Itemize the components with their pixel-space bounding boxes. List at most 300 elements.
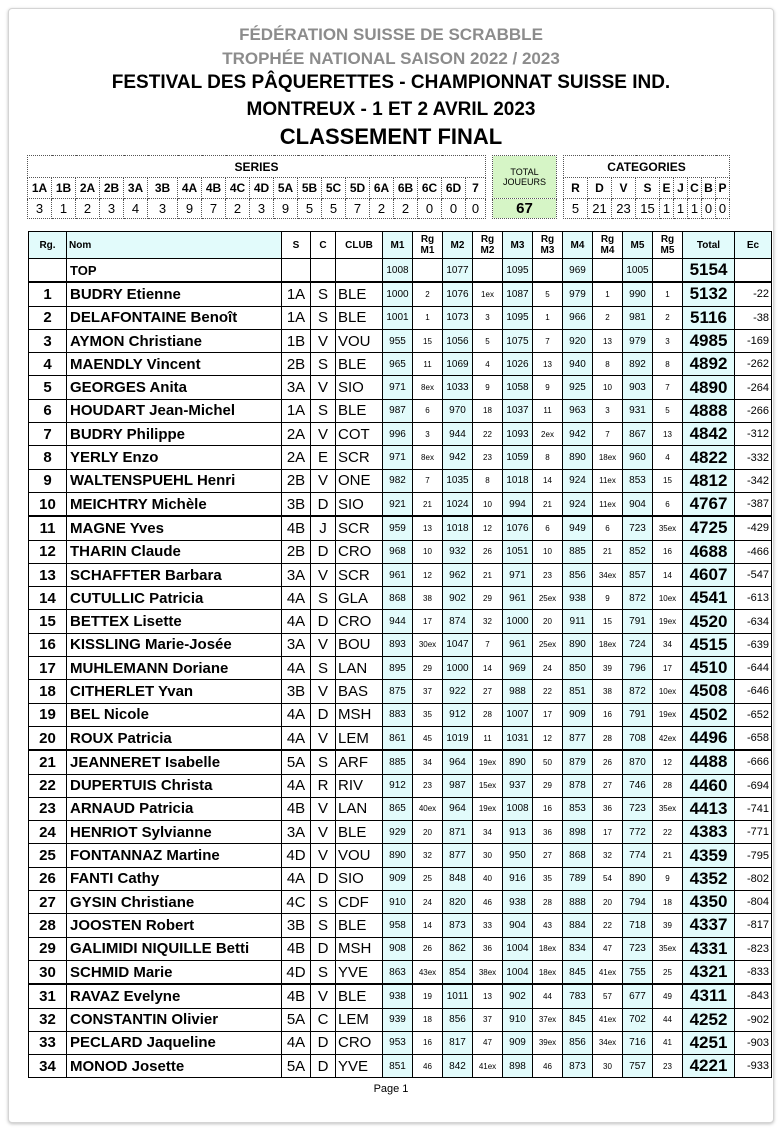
m4-rank: 2 xyxy=(593,306,623,329)
m5-score: 718 xyxy=(623,914,653,937)
m4-rank: 54 xyxy=(593,867,623,890)
m4-rank: 36 xyxy=(593,797,623,820)
table-row xyxy=(29,563,772,586)
player-name: CONSTANTIN Olivier xyxy=(67,1008,282,1031)
m1-rank: 14 xyxy=(413,914,443,937)
gap-to-top: -694 xyxy=(735,774,772,797)
table-row xyxy=(29,844,772,867)
category: V xyxy=(311,844,336,867)
m5-score: 716 xyxy=(623,1031,653,1054)
total-score: 4460 xyxy=(683,774,735,797)
category: D xyxy=(311,703,336,726)
m5-score: 852 xyxy=(623,540,653,563)
total-score: 4352 xyxy=(683,867,735,890)
m1-score: 890 xyxy=(383,844,413,867)
m3-rank: 22 xyxy=(533,680,563,703)
m4-rank: 7 xyxy=(593,423,623,446)
rank: 19 xyxy=(29,703,67,726)
category: J xyxy=(311,516,336,540)
m3-rank: 8 xyxy=(533,446,563,469)
m5-score: 772 xyxy=(623,821,653,844)
gap-to-top: -741 xyxy=(735,797,772,820)
col-category: C xyxy=(311,232,336,259)
m3-score: 1051 xyxy=(503,540,533,563)
m3-rank: 28 xyxy=(533,891,563,914)
total-score: 4252 xyxy=(683,1008,735,1031)
rank: 33 xyxy=(29,1031,67,1054)
club: GLA xyxy=(336,587,383,610)
category: S xyxy=(311,399,336,422)
m2-score: 848 xyxy=(443,867,473,890)
m1-rank: 17 xyxy=(413,610,443,633)
rank: 24 xyxy=(29,821,67,844)
table-row xyxy=(29,1008,772,1031)
series-label: 6D xyxy=(442,178,466,199)
m3-score: 1018 xyxy=(503,469,533,492)
category: V xyxy=(311,680,336,703)
series-count: 7 xyxy=(346,199,370,219)
m3-score: 969 xyxy=(503,657,533,680)
m4-rank: 6 xyxy=(593,516,623,540)
m1-rank: 26 xyxy=(413,937,443,960)
m3-score: 910 xyxy=(503,1008,533,1031)
m3-rank: 23 xyxy=(533,563,563,586)
m5-score: 677 xyxy=(623,984,653,1008)
series: 4A xyxy=(282,726,311,750)
m5-score: 791 xyxy=(623,703,653,726)
m5-score: 990 xyxy=(623,282,653,306)
series: 5A xyxy=(282,1055,311,1078)
m5-rank: 28 xyxy=(653,774,683,797)
table-row xyxy=(29,446,772,469)
m1-score: 939 xyxy=(383,1008,413,1031)
table-row xyxy=(29,750,772,774)
m1-score: 895 xyxy=(383,657,413,680)
col-rank: Rg. xyxy=(29,232,67,259)
location-date: MONTREUX - 1 ET 2 AVRIL 2023 xyxy=(246,99,536,120)
rank: 13 xyxy=(29,563,67,586)
m3-rank: 11 xyxy=(533,399,563,422)
series: 4A xyxy=(282,867,311,890)
gap-to-top: -823 xyxy=(735,937,772,960)
total-score: 4496 xyxy=(683,726,735,750)
m1-score: 865 xyxy=(383,797,413,820)
col-name: Nom xyxy=(67,232,282,259)
player-name: BUDRY Etienne xyxy=(67,282,282,306)
series: 3A xyxy=(282,821,311,844)
m4-rank: 8 xyxy=(593,353,623,376)
club: BAS xyxy=(336,680,383,703)
series: 3B xyxy=(282,680,311,703)
m3-score: 909 xyxy=(503,1031,533,1054)
m5-rank: 41 xyxy=(653,1031,683,1054)
m4-rank: 20 xyxy=(593,891,623,914)
rank: 8 xyxy=(29,446,67,469)
m2-score: 877 xyxy=(443,844,473,867)
m4-score: 888 xyxy=(563,891,593,914)
m2-score: 842 xyxy=(443,1055,473,1078)
rank: 21 xyxy=(29,750,67,774)
m2-rank: 38ex xyxy=(473,960,503,984)
player-name: CITHERLET Yvan xyxy=(67,680,282,703)
total-score: 4725 xyxy=(683,516,735,540)
m4-rank: 32 xyxy=(593,844,623,867)
m5-score: 979 xyxy=(623,329,653,352)
series: 4A xyxy=(282,774,311,797)
m2-rank: 12 xyxy=(473,516,503,540)
m4-rank: 9 xyxy=(593,587,623,610)
m1-score: 883 xyxy=(383,703,413,726)
m5-rank: 10ex xyxy=(653,587,683,610)
category-count: 0 xyxy=(716,199,730,219)
player-name: GEORGES Anita xyxy=(67,376,282,399)
player-name: RAVAZ Evelyne xyxy=(67,984,282,1008)
m1-score: 912 xyxy=(383,774,413,797)
m2-score: 873 xyxy=(443,914,473,937)
m4-score: 879 xyxy=(563,750,593,774)
gap-to-top: -644 xyxy=(735,657,772,680)
m1-score: 863 xyxy=(383,960,413,984)
m2-score: 1000 xyxy=(443,657,473,680)
club: LAN xyxy=(336,797,383,820)
club: BLE xyxy=(336,282,383,306)
m2-rank: 46 xyxy=(473,891,503,914)
category: S xyxy=(311,306,336,329)
m3-score: 1076 xyxy=(503,516,533,540)
m2-score: 962 xyxy=(443,563,473,586)
table-row xyxy=(29,610,772,633)
m5-score: 981 xyxy=(623,306,653,329)
series-count: 0 xyxy=(418,199,442,219)
m2-score: 964 xyxy=(443,797,473,820)
m5-score: 708 xyxy=(623,726,653,750)
m3-rank: 50 xyxy=(533,750,563,774)
category: V xyxy=(311,797,336,820)
rank: 17 xyxy=(29,657,67,680)
m1-score: 893 xyxy=(383,633,413,656)
total-score: 4767 xyxy=(683,492,735,516)
m3-rank: 37ex xyxy=(533,1008,563,1031)
m5-rank: 13 xyxy=(653,423,683,446)
total-score: 4888 xyxy=(683,399,735,422)
player-name: JEANNERET Isabelle xyxy=(67,750,282,774)
m4-rank: 18ex xyxy=(593,633,623,656)
gap-to-top: -666 xyxy=(735,750,772,774)
m4-score: 851 xyxy=(563,680,593,703)
m2-rank: 37 xyxy=(473,1008,503,1031)
m5-rank: 2 xyxy=(653,306,683,329)
rank: 29 xyxy=(29,937,67,960)
gap-to-top: -22 xyxy=(735,282,772,306)
m4-rank: 15 xyxy=(593,610,623,633)
m4-rank: 17 xyxy=(593,821,623,844)
series: 4A xyxy=(282,657,311,680)
player-name: HENRIOT Sylvianne xyxy=(67,821,282,844)
category-label: V xyxy=(612,178,636,199)
club: BLE xyxy=(336,306,383,329)
m1-score: 1001 xyxy=(383,306,413,329)
series-count: 7 xyxy=(202,199,226,219)
m4-score: 885 xyxy=(563,540,593,563)
m2-rank: 41ex xyxy=(473,1055,503,1078)
table-row xyxy=(29,282,772,306)
m4-rank: 57 xyxy=(593,984,623,1008)
m1-rank: 11 xyxy=(413,353,443,376)
table-row xyxy=(29,937,772,960)
table-row xyxy=(29,423,772,446)
col-rg-m1: Rg M1 xyxy=(413,232,443,259)
total-score: 4520 xyxy=(683,610,735,633)
m4-score: 873 xyxy=(563,1055,593,1078)
m1-score: 982 xyxy=(383,469,413,492)
category: D xyxy=(311,540,336,563)
club: LEM xyxy=(336,726,383,750)
m3-score: 1004 xyxy=(503,937,533,960)
category: C xyxy=(311,1008,336,1031)
m4-score: 856 xyxy=(563,563,593,586)
m3-score: 1008 xyxy=(503,797,533,820)
m2-score: 1019 xyxy=(443,726,473,750)
m2-rank: 1ex xyxy=(473,282,503,306)
series-label: 5D xyxy=(346,178,370,199)
m2-score: 856 xyxy=(443,1008,473,1031)
m1-rank: 38 xyxy=(413,587,443,610)
club: SIO xyxy=(336,376,383,399)
m4-score: 877 xyxy=(563,726,593,750)
m5-rank: 14 xyxy=(653,563,683,586)
player-name: FANTI Cathy xyxy=(67,867,282,890)
m4-score: 925 xyxy=(563,376,593,399)
m3-score: 890 xyxy=(503,750,533,774)
total-score: 4892 xyxy=(683,353,735,376)
m2-score: 1047 xyxy=(443,633,473,656)
rank: 10 xyxy=(29,492,67,516)
m4-score: 856 xyxy=(563,1031,593,1054)
table-row xyxy=(29,540,772,563)
m5-rank: 42ex xyxy=(653,726,683,750)
rank: 5 xyxy=(29,376,67,399)
series: 3A xyxy=(282,633,311,656)
m1-rank: 6 xyxy=(413,399,443,422)
total-score: 4337 xyxy=(683,914,735,937)
category-count: 21 xyxy=(588,199,612,219)
player-name: ARNAUD Patricia xyxy=(67,797,282,820)
gap-to-top: -613 xyxy=(735,587,772,610)
m2-score: 1069 xyxy=(443,353,473,376)
m1-rank: 16 xyxy=(413,1031,443,1054)
top-m4: 969 xyxy=(563,259,593,283)
m1-score: 851 xyxy=(383,1055,413,1078)
m1-rank: 13 xyxy=(413,516,443,540)
m5-score: 960 xyxy=(623,446,653,469)
federation-title: FÉDÉRATION SUISSE DE SCRABBLE xyxy=(239,25,543,44)
club: BOU xyxy=(336,633,383,656)
category-label: J xyxy=(674,178,688,199)
series-label: 2A xyxy=(76,178,100,199)
m5-score: 872 xyxy=(623,587,653,610)
m3-rank: 2ex xyxy=(533,423,563,446)
table-row xyxy=(29,821,772,844)
series: 4D xyxy=(282,960,311,984)
m4-score: 890 xyxy=(563,633,593,656)
rank: 18 xyxy=(29,680,67,703)
club: SIO xyxy=(336,492,383,516)
gap-to-top: -804 xyxy=(735,891,772,914)
top-total: 5154 xyxy=(683,259,735,283)
player-name: THARIN Claude xyxy=(67,540,282,563)
m5-score: 794 xyxy=(623,891,653,914)
category-label: E xyxy=(660,178,674,199)
m2-rank: 9 xyxy=(473,376,503,399)
m4-score: 924 xyxy=(563,492,593,516)
m2-score: 1035 xyxy=(443,469,473,492)
table-row xyxy=(29,399,772,422)
m4-score: 845 xyxy=(563,960,593,984)
m2-rank: 10 xyxy=(473,492,503,516)
player-name: MAGNE Yves xyxy=(67,516,282,540)
m1-score: 955 xyxy=(383,329,413,352)
club: CDF xyxy=(336,891,383,914)
club: BLE xyxy=(336,399,383,422)
m3-rank: 5 xyxy=(533,282,563,306)
category: S xyxy=(311,914,336,937)
m4-score: 783 xyxy=(563,984,593,1008)
table-row xyxy=(29,1031,772,1054)
top-m1: 1008 xyxy=(383,259,413,283)
m5-rank: 12 xyxy=(653,750,683,774)
m1-rank: 15 xyxy=(413,329,443,352)
player-name: JOOSTEN Robert xyxy=(67,914,282,937)
category: D xyxy=(311,937,336,960)
m2-rank: 34 xyxy=(473,821,503,844)
m1-score: 968 xyxy=(383,540,413,563)
m2-rank: 33 xyxy=(473,914,503,937)
m3-score: 1031 xyxy=(503,726,533,750)
total-score: 4688 xyxy=(683,540,735,563)
m2-rank: 11 xyxy=(473,726,503,750)
col-rg-m3: Rg M3 xyxy=(533,232,563,259)
player-name: HOUDART Jean-Michel xyxy=(67,399,282,422)
m4-rank: 47 xyxy=(593,937,623,960)
rank: 23 xyxy=(29,797,67,820)
m4-rank: 16 xyxy=(593,703,623,726)
category: D xyxy=(311,1031,336,1054)
ranking-table xyxy=(28,231,772,1078)
m1-rank: 32 xyxy=(413,844,443,867)
m5-score: 872 xyxy=(623,680,653,703)
category: S xyxy=(311,891,336,914)
m4-rank: 1 xyxy=(593,282,623,306)
m2-rank: 4 xyxy=(473,353,503,376)
table-row xyxy=(29,726,772,750)
series-count: 2 xyxy=(226,199,250,219)
m1-rank: 12 xyxy=(413,563,443,586)
rank: 11 xyxy=(29,516,67,540)
series-label: 1B xyxy=(52,178,76,199)
gap-to-top: -817 xyxy=(735,914,772,937)
player-name: MUHLEMANN Doriane xyxy=(67,657,282,680)
series-label: 5A xyxy=(274,178,298,199)
m2-score: 854 xyxy=(443,960,473,984)
m2-rank: 3 xyxy=(473,306,503,329)
category-label: P xyxy=(716,178,730,199)
m5-score: 723 xyxy=(623,797,653,820)
series-label: 4B xyxy=(202,178,226,199)
m2-score: 874 xyxy=(443,610,473,633)
club: ARF xyxy=(336,750,383,774)
category-count: 1 xyxy=(674,199,688,219)
m3-score: 1087 xyxy=(503,282,533,306)
col-rg-m4: Rg M4 xyxy=(593,232,623,259)
m1-score: 875 xyxy=(383,680,413,703)
rank: 9 xyxy=(29,469,67,492)
gap-to-top: -429 xyxy=(735,516,772,540)
player-name: WALTENSPUEHL Henri xyxy=(67,469,282,492)
category: S xyxy=(311,750,336,774)
m1-score: 987 xyxy=(383,399,413,422)
m3-rank: 35 xyxy=(533,867,563,890)
m3-score: 1007 xyxy=(503,703,533,726)
rank: 34 xyxy=(29,1055,67,1078)
m3-score: 904 xyxy=(503,914,533,937)
series-label: 4C xyxy=(226,178,250,199)
category-label: R xyxy=(564,178,588,199)
category: E xyxy=(311,446,336,469)
m2-rank: 13 xyxy=(473,984,503,1008)
m4-rank: 11ex xyxy=(593,469,623,492)
m2-rank: 36 xyxy=(473,937,503,960)
gap-to-top: -634 xyxy=(735,610,772,633)
club: RIV xyxy=(336,774,383,797)
m1-score: 938 xyxy=(383,984,413,1008)
col-m5: M5 xyxy=(623,232,653,259)
gap-to-top: -658 xyxy=(735,726,772,750)
gap-to-top: -262 xyxy=(735,353,772,376)
total-score: 4515 xyxy=(683,633,735,656)
m4-score: 942 xyxy=(563,423,593,446)
page-number: Page 1 xyxy=(373,1083,409,1095)
m5-rank: 9 xyxy=(653,867,683,890)
m1-score: 958 xyxy=(383,914,413,937)
table-row xyxy=(29,633,772,656)
m2-score: 1056 xyxy=(443,329,473,352)
rank: 7 xyxy=(29,423,67,446)
top-m5: 1005 xyxy=(623,259,653,283)
m2-rank: 22 xyxy=(473,423,503,446)
m1-rank: 7 xyxy=(413,469,443,492)
table-row xyxy=(29,329,772,352)
category: D xyxy=(311,1055,336,1078)
gap-to-top: -652 xyxy=(735,703,772,726)
m3-score: 988 xyxy=(503,680,533,703)
m4-rank: 41ex xyxy=(593,1008,623,1031)
series-count: 3 xyxy=(100,199,124,219)
category-label: B xyxy=(702,178,716,199)
rank: 32 xyxy=(29,1008,67,1031)
m2-rank: 27 xyxy=(473,680,503,703)
total-score: 4413 xyxy=(683,797,735,820)
player-name: SCHMID Marie xyxy=(67,960,282,984)
series: 4C xyxy=(282,891,311,914)
m4-score: 940 xyxy=(563,353,593,376)
rank: 14 xyxy=(29,587,67,610)
gap-to-top: -802 xyxy=(735,867,772,890)
m4-score: 834 xyxy=(563,937,593,960)
m2-rank: 15ex xyxy=(473,774,503,797)
top-row xyxy=(29,259,772,283)
m1-rank: 40ex xyxy=(413,797,443,820)
series: 3B xyxy=(282,914,311,937)
